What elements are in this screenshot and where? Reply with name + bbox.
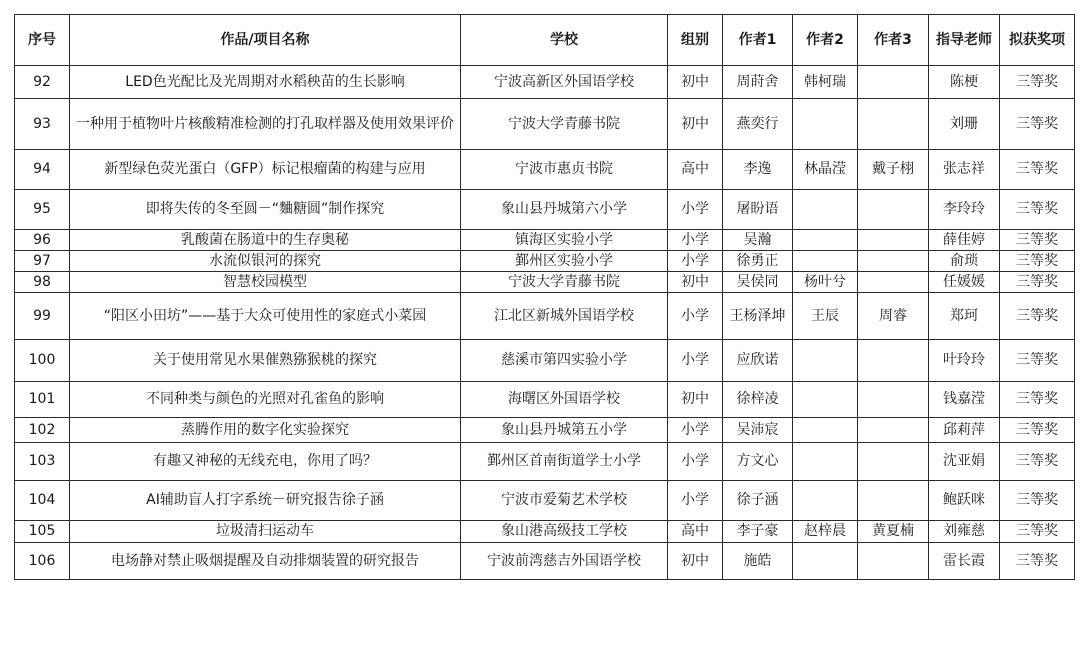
- cell-seq: 102: [15, 418, 70, 443]
- cell-advisor: 郑珂: [929, 293, 1000, 340]
- cell-award: 三等奖: [1000, 418, 1075, 443]
- awards-table-container: [14, 14, 1074, 580]
- cell-group: 初中: [668, 99, 723, 150]
- cell-award: 三等奖: [1000, 251, 1075, 272]
- table-row: [15, 272, 1075, 293]
- cell-advisor: 任媛媛: [929, 272, 1000, 293]
- cell-school: 海曙区外国语学校: [461, 382, 668, 418]
- cell-author3: 戴子栩: [858, 150, 929, 190]
- cell-award: 三等奖: [1000, 272, 1075, 293]
- table-body: [15, 66, 1075, 580]
- cell-title: 智慧校园模型: [70, 272, 461, 293]
- cell-advisor: 俞琐: [929, 251, 1000, 272]
- header-group: 组别: [668, 15, 723, 66]
- cell-award: 三等奖: [1000, 99, 1075, 150]
- cell-author2: [793, 99, 858, 150]
- cell-author1: 应欣诺: [723, 340, 793, 382]
- cell-group: 小学: [668, 251, 723, 272]
- cell-advisor: 刘珊: [929, 99, 1000, 150]
- cell-author1: 屠盼语: [723, 190, 793, 230]
- cell-author1: 施皓: [723, 543, 793, 580]
- cell-group: 小学: [668, 230, 723, 251]
- header-award: 拟获奖项: [1000, 15, 1075, 66]
- cell-title: 新型绿色荧光蛋白（GFP）标记根瘤菌的构建与应用: [70, 150, 461, 190]
- cell-author2: 王辰: [793, 293, 858, 340]
- cell-author3: [858, 443, 929, 481]
- cell-award: 三等奖: [1000, 443, 1075, 481]
- cell-author2: [793, 190, 858, 230]
- header-author1: 作者1: [723, 15, 793, 66]
- cell-seq: 94: [15, 150, 70, 190]
- cell-school: 宁波高新区外国语学校: [461, 66, 668, 99]
- cell-author1: 燕奕行: [723, 99, 793, 150]
- cell-author1: 徐梓凌: [723, 382, 793, 418]
- cell-author2: [793, 251, 858, 272]
- cell-school: 象山县丹城第五小学: [461, 418, 668, 443]
- cell-author1: 周莳舍: [723, 66, 793, 99]
- cell-award: 三等奖: [1000, 293, 1075, 340]
- header-school: 学校: [461, 15, 668, 66]
- cell-group: 小学: [668, 443, 723, 481]
- cell-title: “阳区小田坊”——基于大众可使用性的家庭式小菜园: [70, 293, 461, 340]
- cell-award: 三等奖: [1000, 190, 1075, 230]
- cell-author1: 徐子涵: [723, 481, 793, 521]
- cell-author3: [858, 272, 929, 293]
- cell-advisor: 陈梗: [929, 66, 1000, 99]
- cell-school: 象山县丹城第六小学: [461, 190, 668, 230]
- cell-author1: 王杨泽坤: [723, 293, 793, 340]
- cell-seq: 100: [15, 340, 70, 382]
- cell-group: 小学: [668, 293, 723, 340]
- cell-author2: 赵梓晨: [793, 521, 858, 543]
- cell-group: 小学: [668, 418, 723, 443]
- cell-author3: 周睿: [858, 293, 929, 340]
- cell-school: 宁波前湾慈吉外国语学校: [461, 543, 668, 580]
- cell-title: 即将失传的冬至圆－“麯糖圆”制作探究: [70, 190, 461, 230]
- cell-advisor: 叶玲玲: [929, 340, 1000, 382]
- cell-advisor: 刘雍慈: [929, 521, 1000, 543]
- cell-author3: 黄夏楠: [858, 521, 929, 543]
- cell-advisor: 薛佳婷: [929, 230, 1000, 251]
- cell-advisor: 鲍跃咪: [929, 481, 1000, 521]
- cell-author3: [858, 340, 929, 382]
- cell-advisor: 邱莉萍: [929, 418, 1000, 443]
- cell-award: 三等奖: [1000, 543, 1075, 580]
- cell-award: 三等奖: [1000, 481, 1075, 521]
- cell-award: 三等奖: [1000, 66, 1075, 99]
- cell-title: LED色光配比及光周期对水稻秧苗的生长影响: [70, 66, 461, 99]
- table-row: [15, 150, 1075, 190]
- cell-school: 宁波市爱菊艺术学校: [461, 481, 668, 521]
- cell-group: 高中: [668, 150, 723, 190]
- cell-author2: [793, 481, 858, 521]
- cell-author1: 徐勇正: [723, 251, 793, 272]
- cell-seq: 97: [15, 251, 70, 272]
- table-row: [15, 543, 1075, 580]
- cell-seq: 103: [15, 443, 70, 481]
- cell-author3: [858, 251, 929, 272]
- table-row: [15, 481, 1075, 521]
- header-row: [15, 15, 1075, 66]
- cell-group: 初中: [668, 543, 723, 580]
- table-row: [15, 340, 1075, 382]
- cell-seq: 96: [15, 230, 70, 251]
- cell-author1: 李逸: [723, 150, 793, 190]
- cell-group: 初中: [668, 382, 723, 418]
- cell-author3: [858, 543, 929, 580]
- cell-author3: [858, 418, 929, 443]
- cell-title: 垃圾清扫运动车: [70, 521, 461, 543]
- cell-school: 江北区新城外国语学校: [461, 293, 668, 340]
- cell-seq: 99: [15, 293, 70, 340]
- awards-table: [14, 14, 1075, 580]
- cell-advisor: 张志祥: [929, 150, 1000, 190]
- cell-group: 初中: [668, 66, 723, 99]
- table-row: [15, 66, 1075, 99]
- cell-seq: 95: [15, 190, 70, 230]
- cell-author3: [858, 190, 929, 230]
- cell-school: 宁波大学青藤书院: [461, 272, 668, 293]
- cell-advisor: 雷长霞: [929, 543, 1000, 580]
- cell-author2: [793, 340, 858, 382]
- cell-author3: [858, 99, 929, 150]
- cell-school: 鄞州区首南街道学士小学: [461, 443, 668, 481]
- header-author2: 作者2: [793, 15, 858, 66]
- cell-title: 水流似银河的探究: [70, 251, 461, 272]
- cell-title: 电场静对禁止吸烟提醒及自动排烟装置的研究报告: [70, 543, 461, 580]
- cell-award: 三等奖: [1000, 521, 1075, 543]
- cell-school: 慈溪市第四实验小学: [461, 340, 668, 382]
- cell-school: 鄞州区实验小学: [461, 251, 668, 272]
- cell-school: 象山港高级技工学校: [461, 521, 668, 543]
- cell-school: 宁波大学青藤书院: [461, 99, 668, 150]
- cell-title: 一种用于植物叶片核酸精准检测的打孔取样器及使用效果评价: [70, 99, 461, 150]
- cell-author2: [793, 543, 858, 580]
- cell-author1: 吴沛宸: [723, 418, 793, 443]
- cell-author2: [793, 443, 858, 481]
- cell-school: 宁波市惠贞书院: [461, 150, 668, 190]
- cell-award: 三等奖: [1000, 230, 1075, 251]
- cell-seq: 92: [15, 66, 70, 99]
- cell-advisor: 钱嘉滢: [929, 382, 1000, 418]
- cell-seq: 101: [15, 382, 70, 418]
- cell-group: 小学: [668, 340, 723, 382]
- cell-title: 乳酸菌在肠道中的生存奥秘: [70, 230, 461, 251]
- cell-seq: 106: [15, 543, 70, 580]
- cell-group: 小学: [668, 481, 723, 521]
- cell-title: 不同种类与颜色的光照对孔雀鱼的影响: [70, 382, 461, 418]
- cell-group: 初中: [668, 272, 723, 293]
- cell-school: 镇海区实验小学: [461, 230, 668, 251]
- cell-advisor: 李玲玲: [929, 190, 1000, 230]
- cell-author2: [793, 382, 858, 418]
- table-row: [15, 418, 1075, 443]
- cell-award: 三等奖: [1000, 382, 1075, 418]
- header-seq: 序号: [15, 15, 70, 66]
- cell-title: 有趣又神秘的无线充电，你用了吗？: [70, 443, 461, 481]
- cell-author2: 林晶滢: [793, 150, 858, 190]
- cell-author2: 杨叶兮: [793, 272, 858, 293]
- table-row: [15, 190, 1075, 230]
- cell-seq: 104: [15, 481, 70, 521]
- cell-author1: 李子豪: [723, 521, 793, 543]
- table-row: [15, 99, 1075, 150]
- cell-author2: [793, 230, 858, 251]
- header-title: 作品/项目名称: [70, 15, 461, 66]
- cell-author2: 韩柯瑞: [793, 66, 858, 99]
- cell-advisor: 沈亚娟: [929, 443, 1000, 481]
- cell-award: 三等奖: [1000, 150, 1075, 190]
- cell-author1: 吴瀚: [723, 230, 793, 251]
- table-row: [15, 382, 1075, 418]
- cell-author3: [858, 66, 929, 99]
- header-author3: 作者3: [858, 15, 929, 66]
- cell-author1: 吴侯同: [723, 272, 793, 293]
- cell-title: 关于使用常见水果催熟猕猴桃的探究: [70, 340, 461, 382]
- header-advisor: 指导老师: [929, 15, 1000, 66]
- table-row: [15, 251, 1075, 272]
- cell-author2: [793, 418, 858, 443]
- cell-seq: 105: [15, 521, 70, 543]
- table-row: [15, 230, 1075, 251]
- cell-award: 三等奖: [1000, 340, 1075, 382]
- cell-author3: [858, 230, 929, 251]
- table-row: [15, 521, 1075, 543]
- cell-title: AI辅助盲人打字系统－研究报告徐子涵: [70, 481, 461, 521]
- table-row: [15, 443, 1075, 481]
- cell-author3: [858, 481, 929, 521]
- cell-seq: 98: [15, 272, 70, 293]
- cell-author1: 方文心: [723, 443, 793, 481]
- cell-group: 高中: [668, 521, 723, 543]
- cell-seq: 93: [15, 99, 70, 150]
- cell-title: 蒸腾作用的数字化实验探究: [70, 418, 461, 443]
- cell-author3: [858, 382, 929, 418]
- cell-group: 小学: [668, 190, 723, 230]
- table-row: [15, 293, 1075, 340]
